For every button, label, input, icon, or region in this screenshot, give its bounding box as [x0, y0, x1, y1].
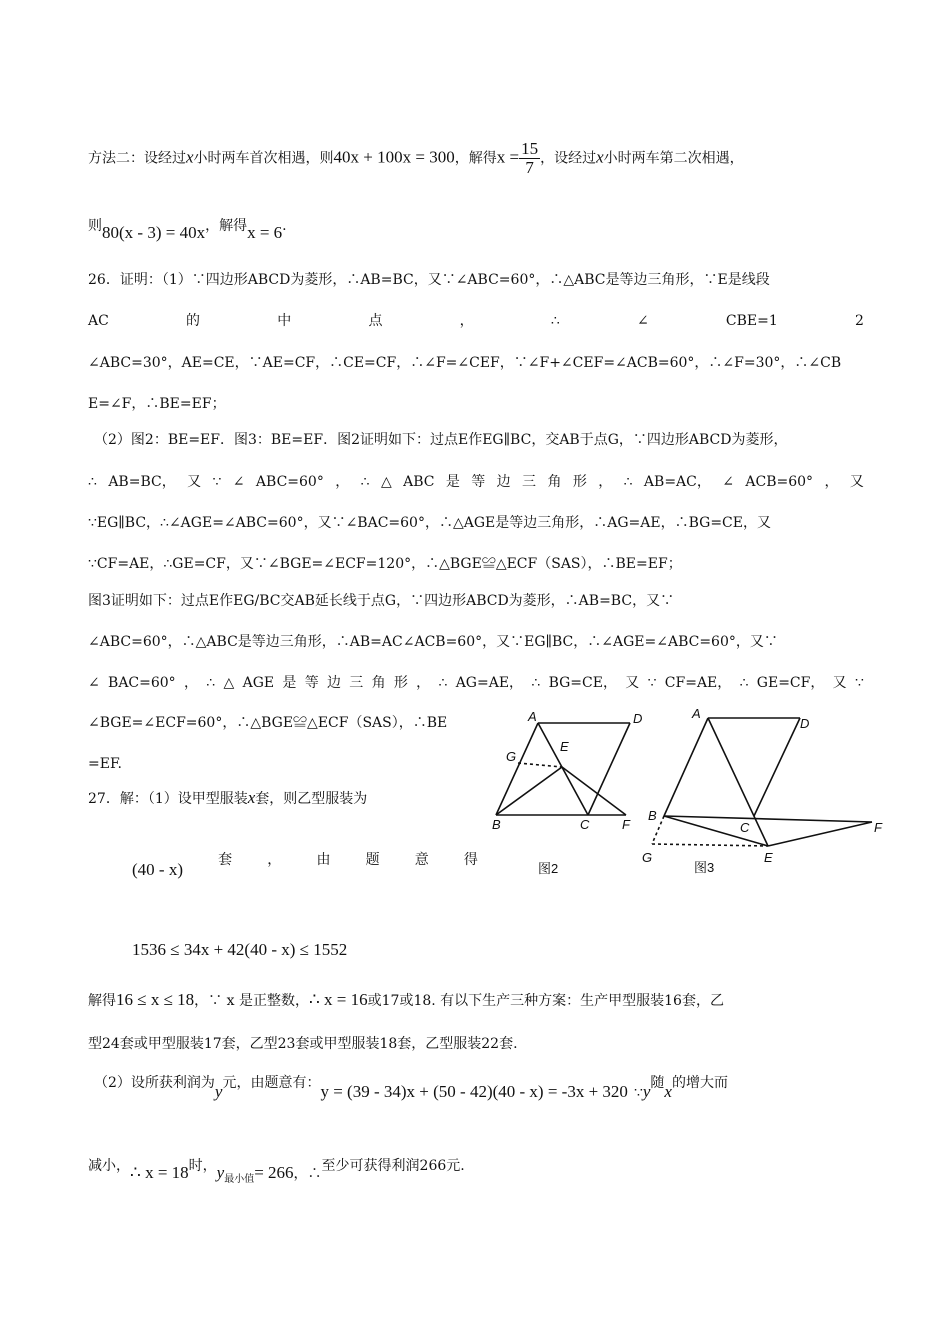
label-b: B — [492, 817, 501, 832]
fraction: $\frac{15}{7}$ — [521, 139, 539, 177]
segment-ef — [768, 822, 872, 846]
p26-line-11: ∠ BAC=60° ， ∴ △ AGE 是 等 边 三 角 形 ， ∴ AG=AE， ∴ BG=CE， 又 ∵ CF=AE， ∴ GE=CF， 又 ∵ — [88, 675, 864, 691]
label-d: D — [800, 716, 810, 731]
label-b: B — [648, 808, 657, 823]
label-e: E — [764, 850, 773, 865]
label-d: D — [633, 711, 643, 726]
p27-line-4: 解得16 ≤ x ≤ 18，∵ x 是正整数，∴ x = 16或17或18. 有以下生产三种方案：生产甲型服装16套，乙 — [88, 990, 724, 1009]
equation: 40x + 100x = 300 — [333, 147, 455, 167]
p26-line-4: E=∠F，∴BE=EF； — [88, 396, 226, 412]
figure-3 — [640, 700, 895, 885]
segment-ge-dashed — [652, 844, 768, 846]
p26-line-13: =EF. — [88, 756, 122, 772]
p26-line-9: 图3证明如下：过点E作EG/BC交AB延长线于点G，∵四边形ABCD为菱形，∴AB=BC，又∵ — [88, 593, 675, 609]
label-g: G — [506, 749, 517, 764]
side-ab — [496, 723, 538, 815]
p27-line-2: (40 - x) 套 ， 由 题 意 得 — [132, 852, 478, 879]
p27-line-5: 型24套或甲型服装17套，乙型23套或甲型服装18套，乙型服装22套. — [88, 1036, 518, 1052]
segment-be — [664, 816, 768, 846]
segment-ef — [562, 767, 626, 815]
label-e: E — [560, 739, 569, 754]
diagonal-ac — [538, 723, 588, 815]
inequality: 1536 ≤ 34x + 42(40 - x) ≤ 1552 — [132, 940, 348, 959]
figure-2-caption: 图2 — [538, 861, 559, 876]
line-bf — [664, 816, 872, 822]
label-c: C — [740, 820, 750, 835]
figure-2 — [480, 705, 653, 885]
p26-line-12: ∠BGE=∠ECF=60°，∴△BGE≌△ECF（SAS），∴BE — [88, 715, 448, 731]
p26-line-10: ∠ABC=60°，∴△ABC是等边三角形，∴AB=AC∠ACB=60°，又∵EG∥BC，∴∠AGE=∠ABC=60°，又∵ — [88, 634, 778, 650]
p26-line-1: 26．证明：（1）∵四边形ABCD为菱形，∴AB=BC，又∵∠ABC=60°，∴△ABC是等边三角形，∵E是线段 — [88, 272, 770, 288]
side-ab — [664, 718, 708, 816]
p27-line-7: 减小，∴ x = 18时，$y_{最小值}= 266$，∴至少可获得利润266元. — [88, 1158, 465, 1185]
label-a: A — [528, 709, 537, 724]
p26-line-3: ∠ABC=30°，AE=CE，∵AE=CF，∴CE=CF，∴∠F=∠CEF，∵∠F+∠CEF=∠ACB=60°，∴∠F=30°，∴∠CB — [88, 355, 842, 371]
line-ae — [708, 718, 768, 846]
label-a: A — [692, 706, 701, 721]
label-g: G — [642, 850, 653, 865]
p26-line-5: （2）图2：BE=EF．图3：BE=EF．图2证明如下：过点E作EG∥BC，交AB于点G，∵四边形ABCD为菱形， — [94, 432, 788, 448]
side-dc — [754, 718, 800, 816]
p26-line-6: ∴ AB=BC， 又 ∵ ∠ ABC=60° ， ∴ △ ABC 是 等 边 三 角 形 ， ∴ AB=AC， ∠ ACB=60° ， 又 — [88, 474, 864, 490]
label-c: C — [580, 817, 590, 832]
method2-line-2: 则80(x - 3) = 40x，解得x = 6. — [88, 218, 287, 242]
figure-3-caption: 图3 — [694, 860, 715, 875]
label-f: F — [874, 820, 882, 835]
method2-line: 方法二：设经过x小时两车首次相遇，则40x + 100x = 300，解得x = $\frac{15}{7}$ ，设经过x小时两车第二次相遇， — [88, 139, 744, 177]
p26-line-2: AC 的 中 点 ， ∴ ∠ CBE=1 2 — [88, 313, 864, 329]
side-dc — [588, 723, 630, 815]
p27-line-1: 27．解：（1）设甲型服装x套，则乙型服装为 — [88, 788, 368, 807]
segment-ge-dashed — [518, 763, 562, 767]
p27-line-6: （2）设所获利润为y元，由题意有：y = (39 - 34)x + (50 - 42)(40 - x) = -3x + 320 ∵y随x的增大而 — [94, 1075, 728, 1101]
segment-be — [496, 767, 562, 815]
label-f: F — [622, 817, 630, 832]
p26-line-8: ∵CF=AE，∴GE=CF，又∵∠BGE=∠ECF=120°，∴△BGE≌△ECF（SAS），∴BE=EF； — [88, 556, 682, 572]
p26-line-7: ∵EG∥BC，∴∠AGE=∠ABC=60°，又∵∠BAC=60°，∴△AGE是等边三角形，∴AG=AE，∴BG=CE，又 — [88, 515, 771, 531]
